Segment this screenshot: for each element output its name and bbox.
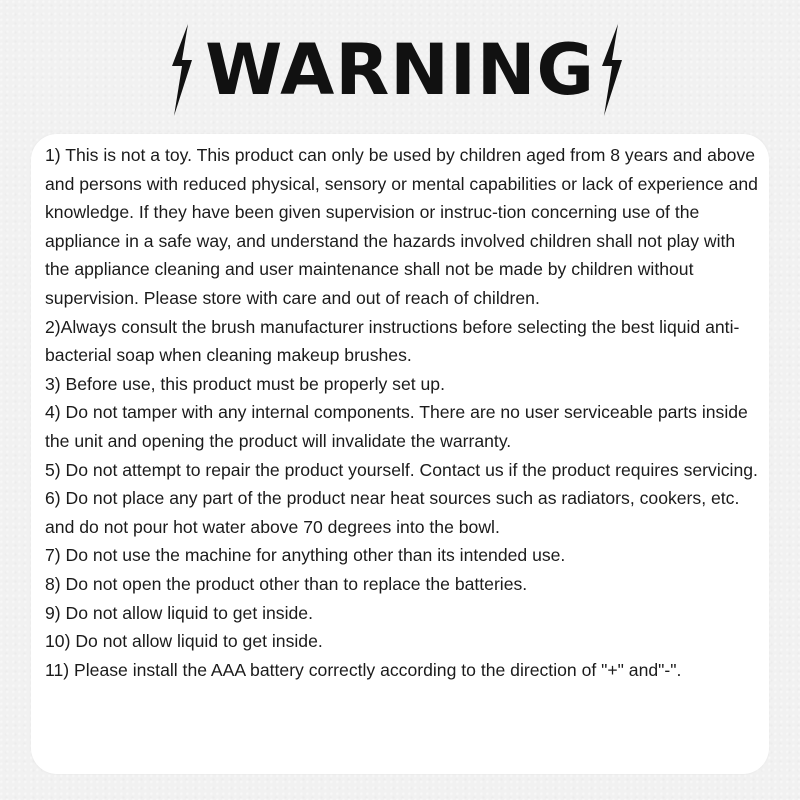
warning-header [0, 0, 800, 132]
warning-item-11: 11) Please install the AAA battery correctly according to the direction of "+" and"-". [45, 659, 682, 680]
warning-card [31, 134, 769, 774]
warning-item-6: 6) Do not place any part of the product near heat sources such as radiators, cookers, etc. and do not pour hot water above 70 degrees into the bowl. [45, 488, 740, 537]
lightning-bolt-icon [594, 22, 630, 118]
warning-item-1: 1) This is not a toy. This product can only be used by children aged from 8 years and above and persons with reduced physical, sensory or mental capabilities or lack of experience and knowledge. If they have been given supervision or instruc-tion concerning use of the appliance in a safe way, and understand the hazards involved children shall not play with the appliance cleaning and user maintenance shall not be made by children without supervision. Please store with care and out of reach of children. [45, 145, 758, 308]
warning-item-8: 8) Do not open the product other than to replace the batteries. [45, 573, 528, 594]
warning-item-7: 7) Do not use the machine for anything other than its intended use. [45, 545, 566, 566]
warning-item-3: 3) Before use, this product must be properly set up. [45, 373, 445, 394]
warning-item-9: 9) Do not allow liquid to get inside. [45, 602, 313, 623]
warning-item-5: 5) Do not attempt to repair the product yourself. Contact us if the product requires servicing. [45, 459, 758, 480]
warning-item-4: 4) Do not tamper with any internal components. There are no user serviceable parts inside the unit and opening the product will invalidate the warranty. [45, 402, 748, 451]
warning-item-10: 10) Do not allow liquid to get inside. [45, 631, 323, 652]
warning-item-2: 2)Always consult the brush manufacturer instructions before selecting the best liquid anti-bacterial soap when cleaning makeup brushes. [45, 316, 740, 366]
page-title: WARNING [205, 29, 595, 111]
warning-list [45, 141, 761, 684]
